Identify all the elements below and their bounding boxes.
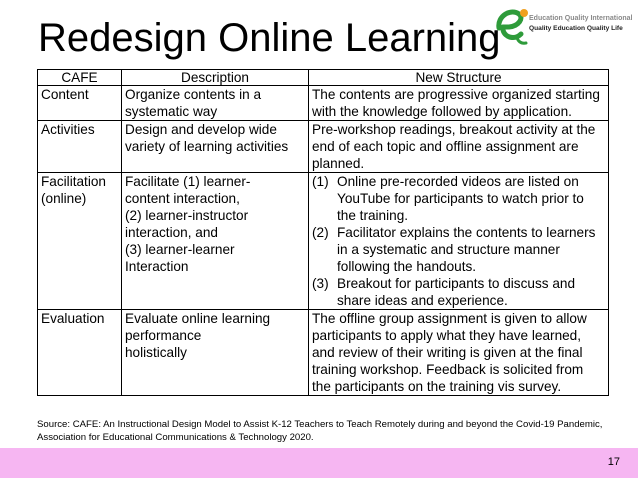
- cafe-cell: Content: [38, 86, 122, 121]
- eq-logo-icon: [493, 6, 531, 46]
- list-number: (2): [312, 225, 329, 240]
- description-line: Interaction: [125, 259, 189, 274]
- cafe-sublabel: (online): [41, 191, 87, 206]
- structure-cell: The offline group assignment is given to allow participants to apply what they have learned, and review of their writing is given at the final training workshop. Feedback is solicited from the participants on the training vis survey.: [309, 310, 609, 396]
- list-text: Online pre-recorded videos are listed on YouTube for participants to watch prior to the training.: [337, 174, 584, 223]
- education-quality-logo: [493, 6, 635, 48]
- cafe-cell: Evaluation: [38, 310, 122, 396]
- logo-tagline-bottom: Quality Education Quality Life: [529, 25, 623, 32]
- description-cell: Organize contents in a systematic way: [122, 86, 309, 121]
- source-citation: Source: CAFE: An Instructional Design Model to Assist K-12 Teachers to Teach Remotely during and beyond the Covid-19 Pandemic, Association for Educational Communications & Technology 2020.: [37, 419, 603, 443]
- description-line: content interaction,: [125, 191, 240, 206]
- description-line: Facilitate (1) learner-: [125, 174, 251, 189]
- list-text: Breakout for participants to discuss and share ideas and experience.: [337, 276, 576, 308]
- structure-cell: [309, 173, 609, 310]
- table-row: [38, 86, 609, 121]
- table-header-row: [38, 70, 609, 86]
- description-cell: Design and develop wide variety of learning activities: [122, 121, 309, 173]
- footer-band: [0, 448, 638, 478]
- description-line: holistically: [125, 345, 187, 360]
- list-number: (1): [312, 174, 329, 189]
- description-cell: [122, 310, 309, 396]
- table-row: [38, 173, 609, 310]
- table-row: [38, 121, 609, 173]
- slide-title: Redesign Online Learning: [38, 16, 501, 60]
- description-line: (3) learner-learner: [125, 242, 235, 257]
- description-line: Evaluate online learning: [125, 311, 271, 326]
- numbered-list: [312, 173, 605, 309]
- header-cafe: CAFE: [38, 70, 122, 86]
- description-line: interaction, and: [125, 225, 218, 240]
- table-row: [38, 310, 609, 396]
- list-number: (3): [312, 276, 329, 291]
- cafe-cell: Activities: [38, 121, 122, 173]
- description-line: performance: [125, 328, 202, 343]
- cafe-table: [37, 69, 609, 396]
- list-item: [312, 275, 605, 309]
- structure-cell: The contents are progressive organized starting with the knowledge followed by application.: [309, 86, 609, 121]
- header-description: Description: [122, 70, 309, 86]
- description-cell: [122, 173, 309, 310]
- list-text: Facilitator explains the contents to learners in a systematic and structure manner following the handouts.: [337, 225, 596, 274]
- description-line: (2) learner-instructor: [125, 208, 249, 223]
- cafe-label: Facilitation: [41, 174, 106, 189]
- list-item: [312, 224, 605, 275]
- list-item: [312, 173, 605, 224]
- page-number: 17: [607, 456, 620, 468]
- structure-cell: Pre-workshop readings, breakout activity at the end of each topic and offline assignment are planned.: [309, 121, 609, 173]
- cafe-cell: [38, 173, 122, 310]
- logo-tagline-top: Education Quality International: [529, 15, 633, 22]
- header-new-structure: New Structure: [309, 70, 609, 86]
